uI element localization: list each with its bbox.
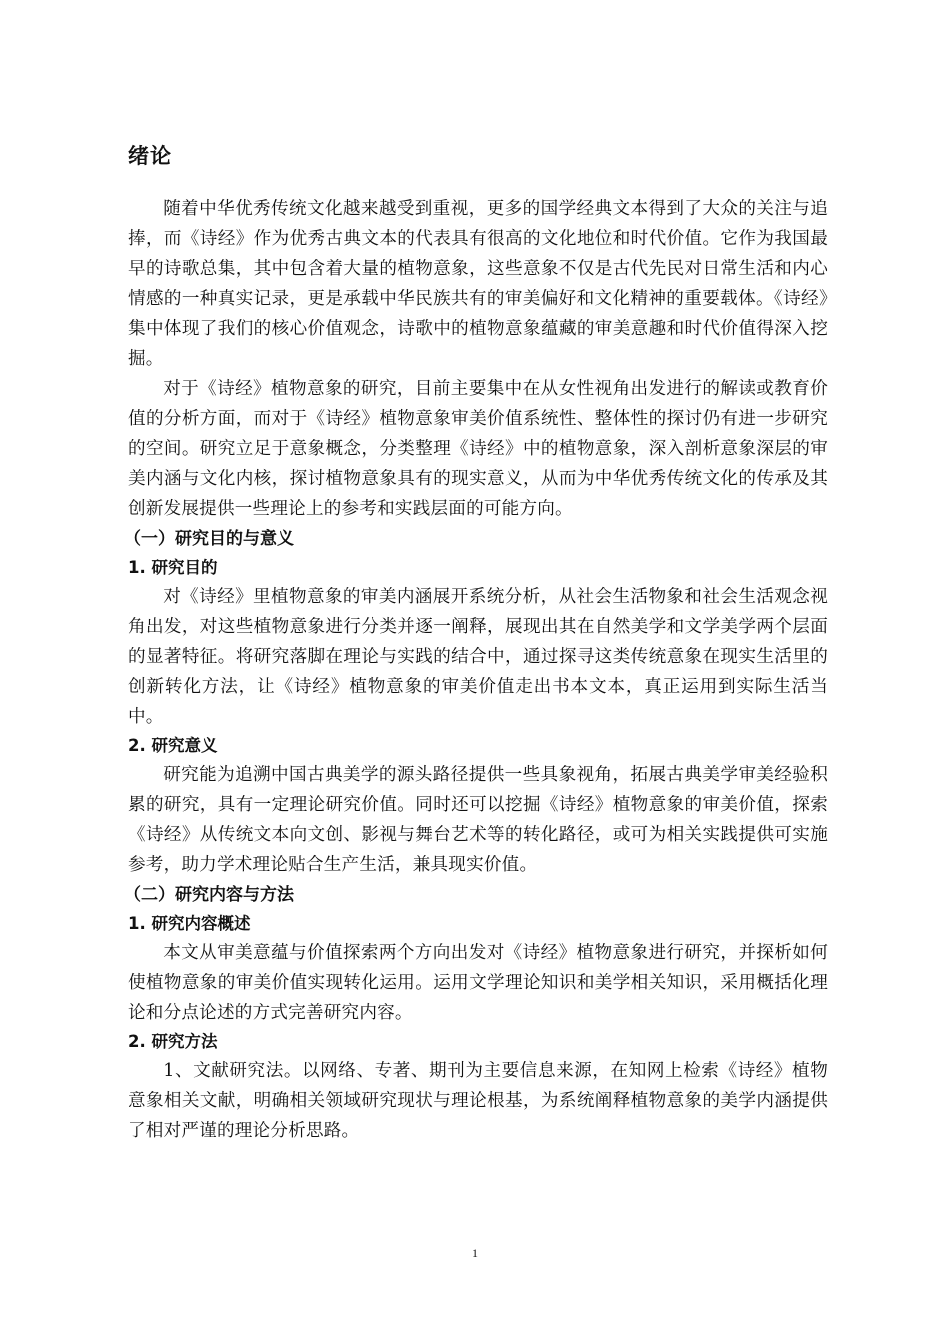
research-purpose-paragraph: 对《诗经》里植物意象的审美内涵展开系统分析，从社会生活物象和社会生活观念视角出发，对这些植物意象进行分类并逐一阐释，展现出其在自然美学和文学美学两个层面的显著特征。将研究落脚在理论与实践的结合中，通过探寻这类传统意象在现实生活里的创新转化方法，让《诗经》植物意象的审美价值走出书本文本，真正运用到实际生活当中。 bbox=[128, 587, 828, 727]
page-number: 1 bbox=[472, 1246, 478, 1260]
document-body bbox=[124, 194, 828, 1146]
section-heading-content-methods: （二）研究内容与方法 bbox=[124, 885, 294, 905]
chapter-title: 绪论 bbox=[128, 144, 172, 168]
intro-paragraph-2: 对于《诗经》植物意象的研究，目前主要集中在从女性视角出发进行的解读或教育价值的分析方面，而对于《诗经》植物意象审美价值系统性、整体性的探讨仍有进一步研究的空间。研究立足于意象概念，分类整理《诗经》中的植物意象，深入剖析意象深层的审美内涵与文化内核，探讨植物意象具有的现实意义，从而为中华优秀传统文化的传承及其创新发展提供一些理论上的参考和实践层面的可能方向。 bbox=[128, 379, 828, 519]
content-overview-paragraph: 本文从审美意蕴与价值探索两个方向出发对《诗经》植物意象进行研究，并探析如何使植物意象的审美价值实现转化运用。运用文学理论知识和美学相关知识，采用概括化理论和分点论述的方式完善研究内容。 bbox=[128, 943, 828, 1023]
subheading-research-methods: 2. 研究方法 bbox=[128, 1032, 218, 1051]
research-methods-paragraph: 1、文献研究法。以网络、专著、期刊为主要信息来源，在知网上检索《诗经》植物意象相关文献，明确相关领域研究现状与理论根基，为系统阐释植物意象的美学内涵提供了相对严谨的理论分析思路。 bbox=[128, 1061, 828, 1141]
section-heading-purpose-significance: （一）研究目的与意义 bbox=[124, 529, 294, 549]
subheading-content-overview: 1. 研究内容概述 bbox=[128, 914, 251, 933]
subheading-research-significance: 2. 研究意义 bbox=[128, 736, 218, 755]
intro-paragraph-1: 随着中华优秀传统文化越来越受到重视，更多的国学经典文本得到了大众的关注与追捧，而《诗经》作为优秀古典文本的代表具有很高的文化地位和时代价值。它作为我国最早的诗歌总集，其中包含着大量的植物意象，这些意象不仅是古代先民对日常生活和内心情感的一种真实记录，更是承载中华民族共有的审美偏好和文化精神的重要载体。《诗经》集中体现了我们的核心价值观念，诗歌中的植物意象蕴藏的审美意趣和时代价值得深入挖掘。 bbox=[128, 199, 828, 369]
subheading-research-purpose: 1. 研究目的 bbox=[128, 558, 218, 577]
research-significance-paragraph: 研究能为追溯中国古典美学的源头路径提供一些具象视角，拓展古典美学审美经验积累的研究，具有一定理论研究价值。同时还可以挖掘《诗经》植物意象的审美价值，探索《诗经》从传统文本向文创、影视与舞台艺术等的转化路径，或可为相关实践提供可实施参考，助力学术理论贴合生产生活，兼具现实价值。 bbox=[128, 765, 828, 875]
